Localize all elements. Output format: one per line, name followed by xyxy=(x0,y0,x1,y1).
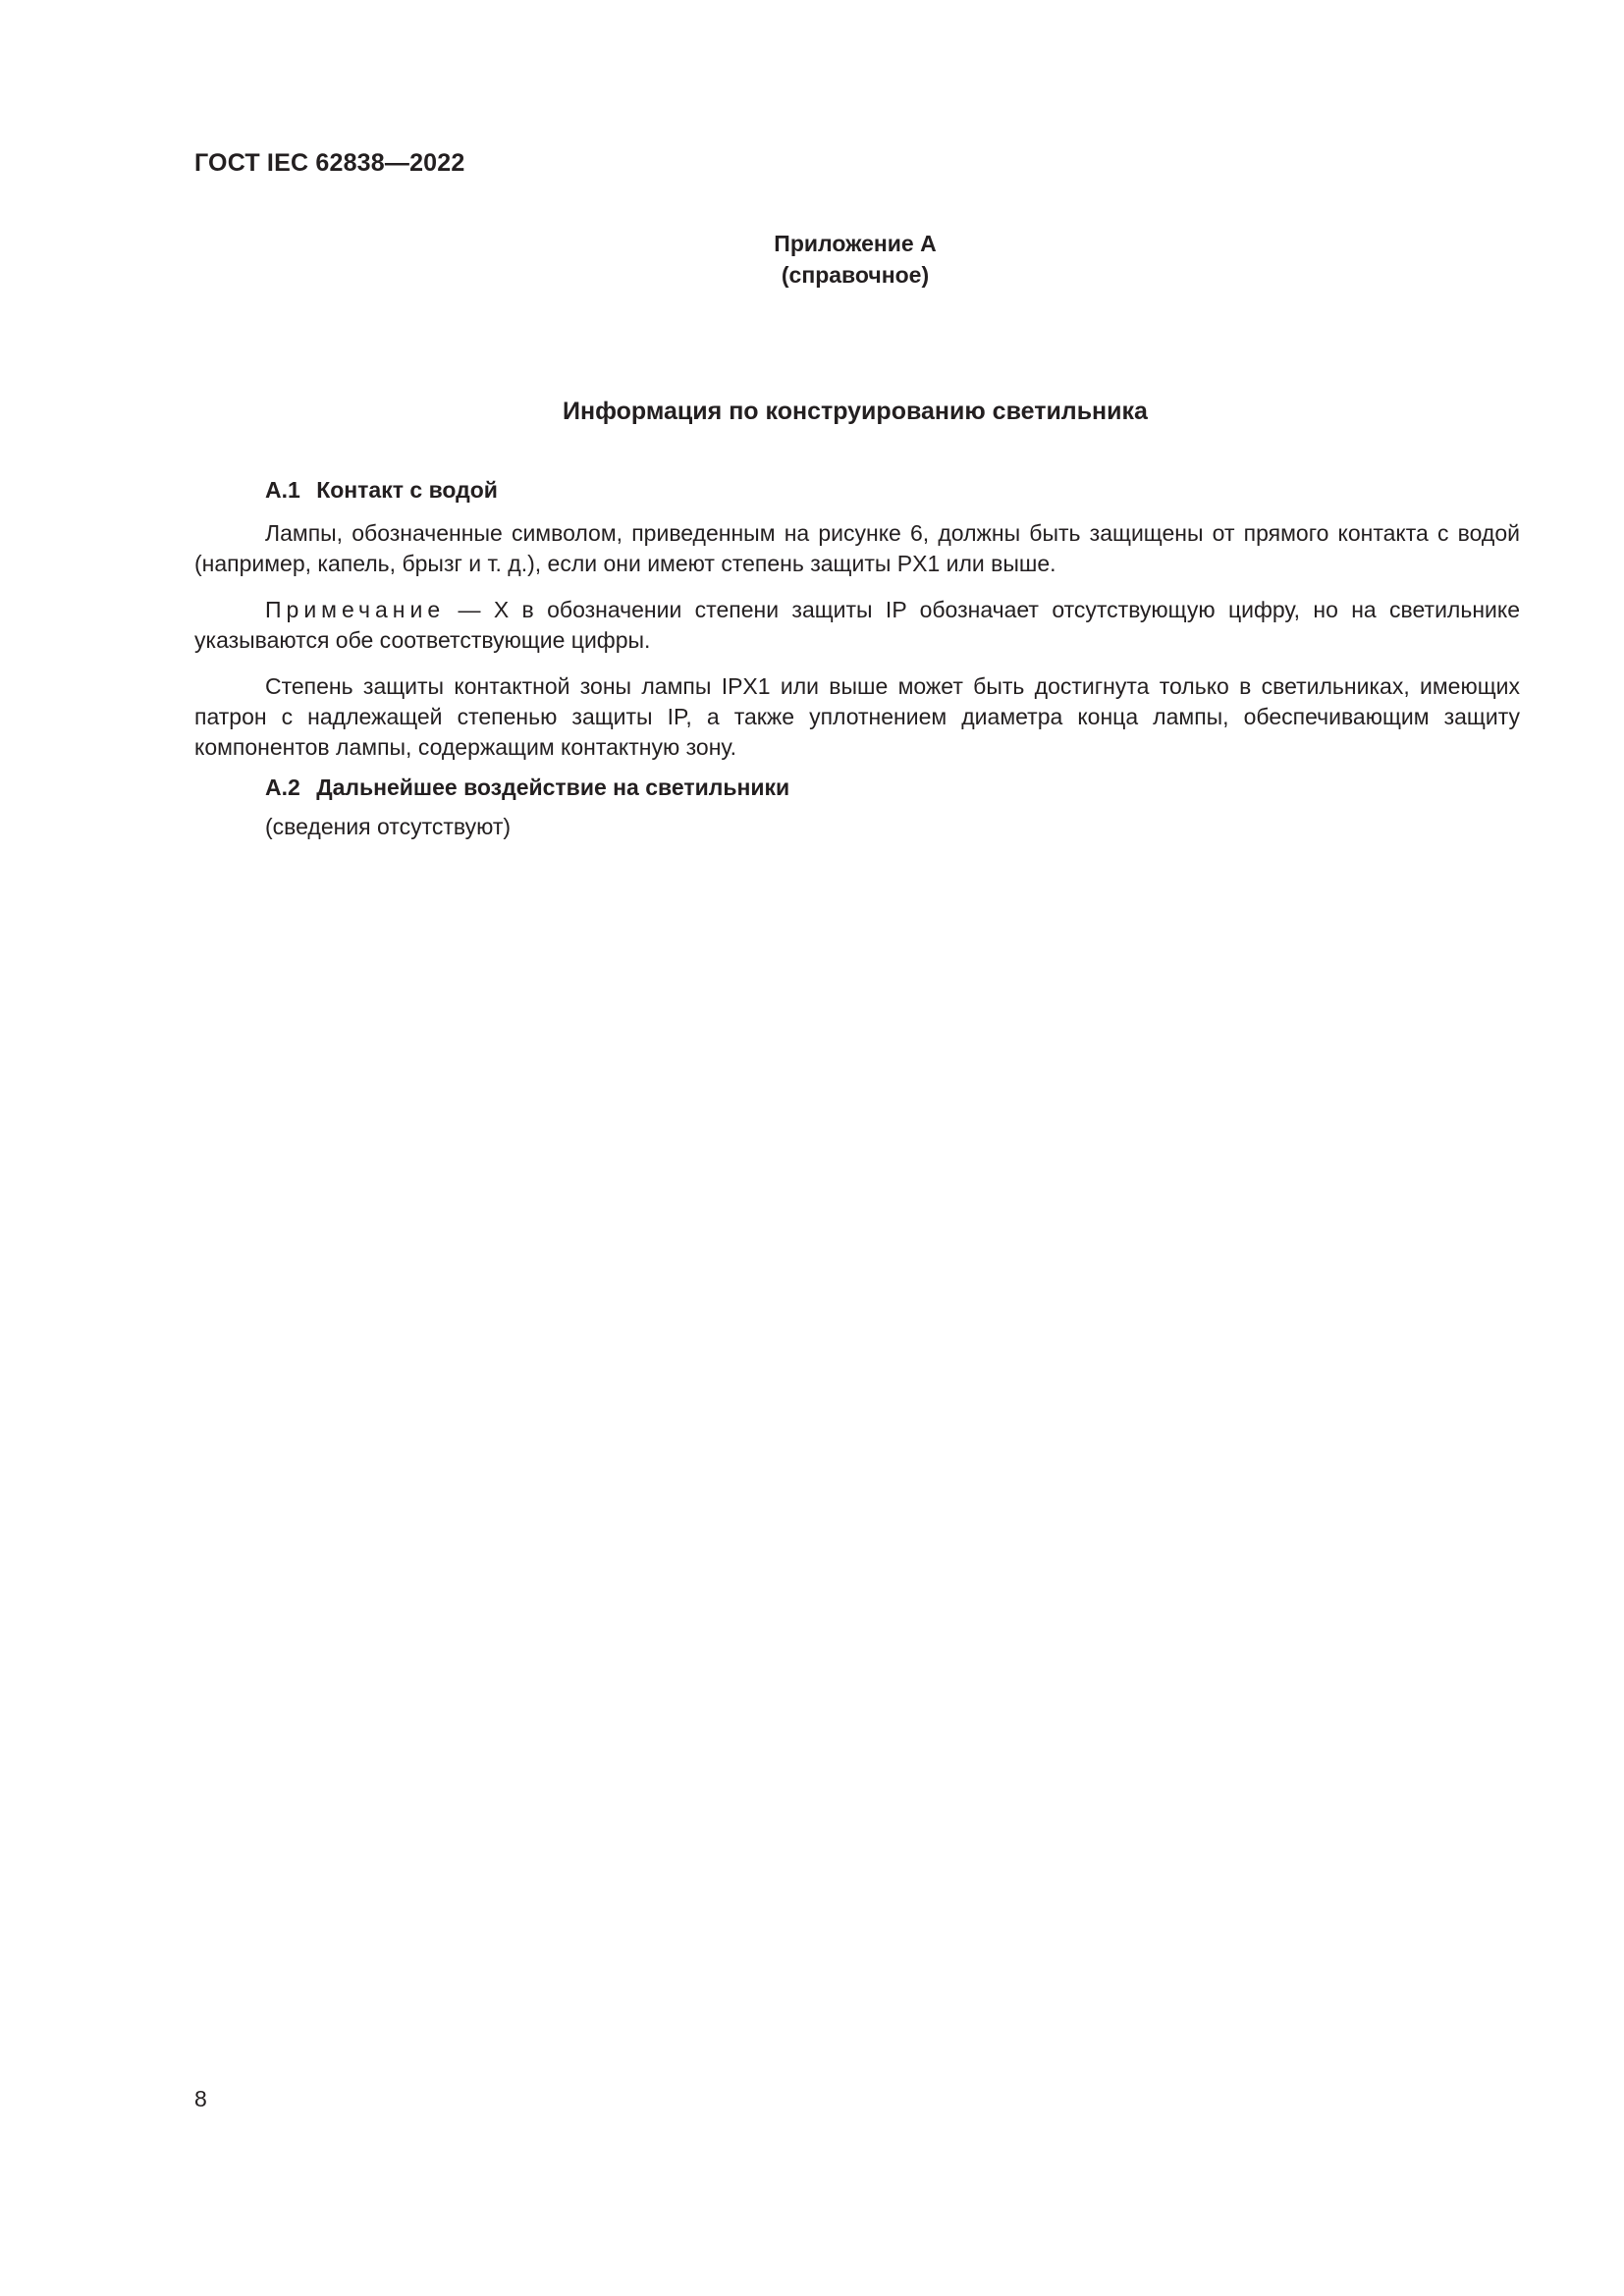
annex-type: (справочное) xyxy=(781,262,930,288)
section-a1-heading xyxy=(265,477,498,504)
section-a2-number: А.2 xyxy=(265,774,300,800)
section-a1-title: Контакт с водой xyxy=(316,477,498,503)
section-a2-text: (сведения отсутствуют) xyxy=(265,814,512,839)
section-a2-title: Дальнейшее воздействие на светильники xyxy=(316,774,790,800)
section-a1-number: А.1 xyxy=(265,477,300,503)
note-label: Примечание xyxy=(265,597,446,622)
annex-label-block xyxy=(0,228,1624,291)
section-a1-paragraph-2: Степень защиты контактной зоны лампы IPX1 или выше может быть достигнута только в светильниках, имеющих патрон с надлежащей степенью защиты IP, а также уплотнением диаметра конца лампы, обеспечивающим защиту компонентов лампы, содержащим контактную зону. xyxy=(194,673,1520,760)
annex-title: Информация по конструированию светильника xyxy=(563,398,1148,425)
page-number: 8 xyxy=(194,2086,207,2111)
section-a2-heading xyxy=(265,774,789,801)
standard-header: ГОСТ IEC 62838—2022 xyxy=(194,149,465,177)
section-a1-note xyxy=(194,595,1520,656)
section-a1-paragraph-1: Лампы, обозначенные символом, приведенным на рисунке 6, должны быть защищены от прямого контакта с водой (например, капель, брызг и т. д.), если они имеют степень защиты PX1 или выше. xyxy=(194,520,1520,576)
note-text: — X в обозначении степени защиты IP обозначает отсутствующую цифру, но на светильнике указываются обе соответствующие цифры. xyxy=(194,597,1520,653)
annex-label: Приложение А xyxy=(774,231,937,256)
